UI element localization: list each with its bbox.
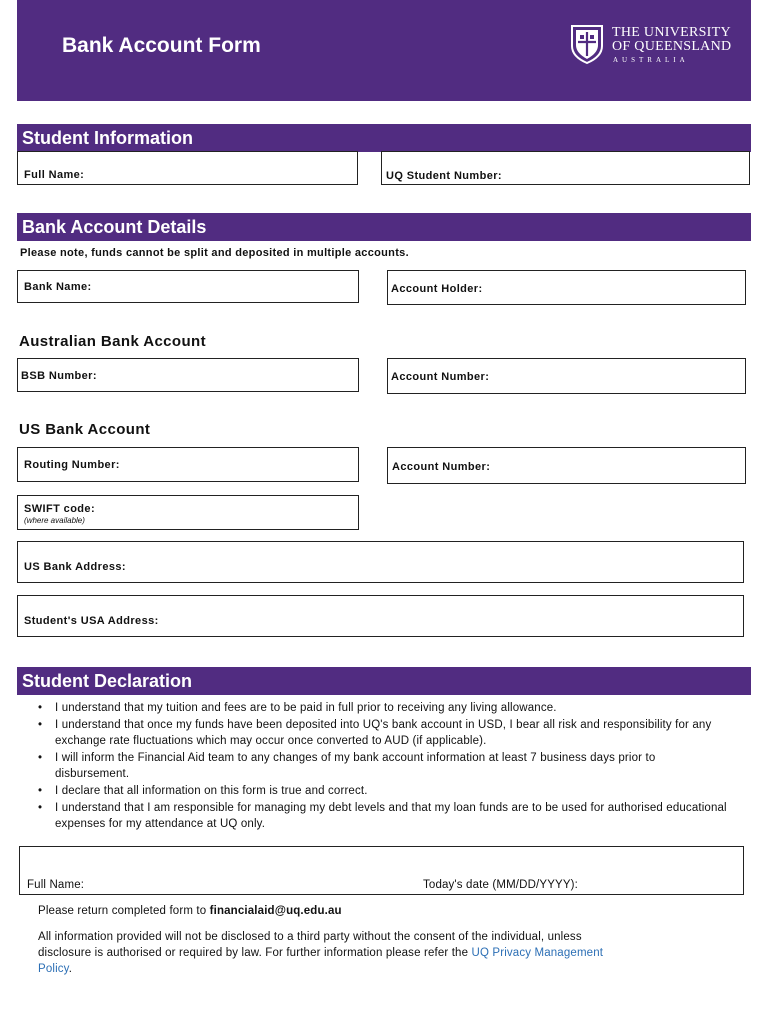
student-usa-address-label: Student's USA Address: <box>24 615 159 627</box>
routing-number-field[interactable] <box>17 447 359 482</box>
declaration-item: • I understand that once my funds have been deposited into UQ's bank account in USD, I bear all risk and responsibility for any exchange rate fluctuations which may occur once converted to AUD (if applicable). <box>38 717 728 750</box>
section-heading: Student Information <box>22 128 193 148</box>
routing-number-label: Routing Number: <box>24 459 120 471</box>
account-holder-field[interactable] <box>387 270 746 305</box>
swift-code-field[interactable] <box>17 495 359 530</box>
return-email[interactable]: financialaid@uq.edu.au <box>209 905 342 917</box>
declaration-date-label: Today's date (MM/DD/YYYY): <box>423 879 579 891</box>
swift-code-label: SWIFT code: <box>24 503 96 515</box>
au-account-number-label: Account Number: <box>391 371 490 383</box>
declaration-item: • I will inform the Financial Aid team to any changes of my bank account information at least 7 business days prior to disbursement. <box>38 750 728 783</box>
bsb-number-label: BSB Number: <box>21 370 97 382</box>
declaration-item: • I understand that my tuition and fees are to be paid in full prior to receiving any living allowance. <box>38 700 728 717</box>
privacy-text: disclosure is authorised or required by law. For further information please refer the <box>38 947 472 959</box>
declaration-item: • I understand that I am responsible for managing my debt levels and that my loan funds are to be used for authorised educational expenses for my attendance at UQ only. <box>38 800 728 833</box>
declaration-full-name-label: Full Name: <box>27 879 85 891</box>
section-heading: Bank Account Details <box>22 217 207 237</box>
return-instruction <box>38 905 342 917</box>
logo-line-3: AUSTRALIA <box>613 56 689 64</box>
student-number-label: UQ Student Number: <box>386 170 502 182</box>
split-funds-note: Please note, funds cannot be split and deposited in multiple accounts. <box>20 247 409 259</box>
australian-account-heading: Australian Bank Account <box>19 333 207 350</box>
signature-date-field[interactable] <box>19 846 744 895</box>
privacy-policy-link-cont[interactable]: Policy <box>38 963 69 975</box>
bank-name-field[interactable] <box>17 270 359 303</box>
declaration-item: • I declare that all information on this form is true and correct. <box>38 783 728 800</box>
section-heading: Student Declaration <box>22 671 193 691</box>
logo-line-2: OF QUEENSLAND <box>612 39 732 54</box>
us-account-heading: US Bank Account <box>19 421 151 438</box>
university-logo <box>570 24 735 68</box>
return-text: Please return completed form to <box>38 905 210 917</box>
account-holder-label: Account Holder: <box>391 283 483 295</box>
declaration-list <box>38 700 728 833</box>
privacy-policy-link[interactable]: UQ Privacy Management <box>471 947 604 959</box>
swift-code-note: (where available) <box>24 516 85 525</box>
au-account-number-field[interactable] <box>387 358 746 394</box>
privacy-line-3 <box>38 963 72 975</box>
logo-line-1: THE UNIVERSITY <box>612 25 731 40</box>
section-bank-account-details <box>17 213 751 241</box>
privacy-end: . <box>68 963 73 975</box>
privacy-line-1: All information provided will not be disclosed to a third party without the consent of the individual, unless <box>38 931 582 943</box>
us-bank-address-label: US Bank Address: <box>24 561 126 573</box>
student-number-field[interactable] <box>381 151 750 185</box>
form-title: Bank Account Form <box>62 34 261 57</box>
privacy-line-2 <box>38 947 603 959</box>
student-usa-address-field[interactable] <box>17 595 744 637</box>
crest-icon <box>570 24 604 64</box>
bsb-number-field[interactable] <box>17 358 359 392</box>
us-account-number-label: Account Number: <box>392 461 491 473</box>
section-student-declaration <box>17 667 751 695</box>
full-name-field[interactable] <box>17 151 358 185</box>
section-student-information <box>17 124 751 152</box>
us-bank-address-field[interactable] <box>17 541 744 583</box>
full-name-label: Full Name: <box>24 169 85 181</box>
bank-name-label: Bank Name: <box>24 281 92 293</box>
us-account-number-field[interactable] <box>387 447 746 484</box>
